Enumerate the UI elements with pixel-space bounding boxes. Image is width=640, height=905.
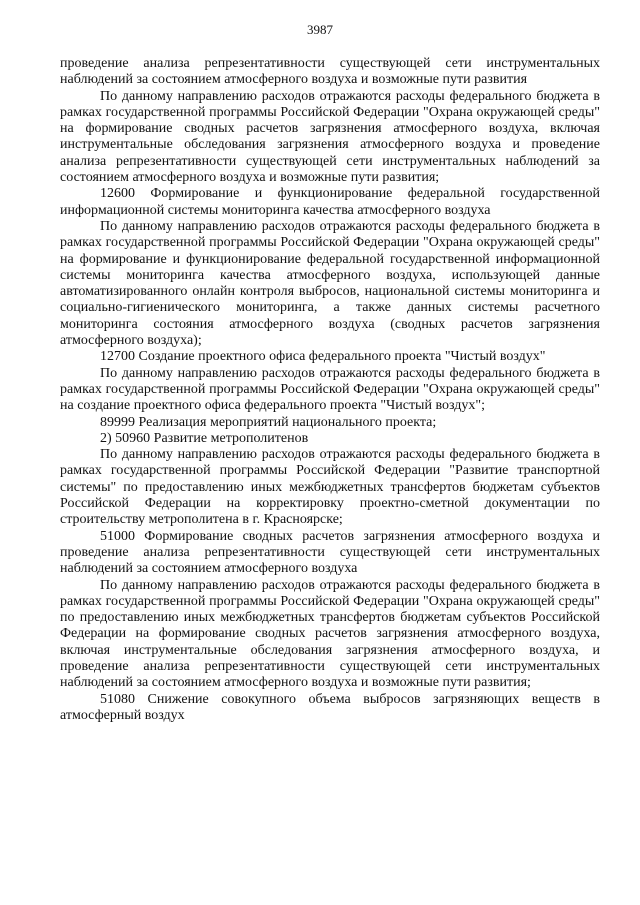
paragraph: 12700 Создание проектного офиса федерального проекта "Чистый воздух"	[100, 349, 546, 365]
paragraph: 51080 Снижение совокупного объема выбросов загрязняющих веществ в атмосферный воздух	[60, 691, 600, 723]
paragraph: 51000 Формирование сводных расчетов загрязнения атмосферного воздуха и проведение анализа репрезентативности существующей сети инструментальных наблюдений за состоянием атмосферного воздуха	[60, 528, 600, 577]
paragraph: проведение анализа репрезентативности существующей сети инструментальных наблюдений за состоянием атмосферного воздуха и возможные пути развития	[60, 56, 600, 88]
paragraph: По данному направлению расходов отражаются расходы федерального бюджета в рамках государственной программы Российской Федерации "Развитие транспортной системы" по предоставлению иных межбюджетных трансфертов бюджетам субъектов Российской Федерации на корректировку проектно-сметной документации по строительству метрополитена в г. Красноярске;	[60, 447, 600, 528]
paragraph: По данному направлению расходов отражаются расходы федерального бюджета в рамках государственной программы Российской Федерации "Охрана окружающей среды" на формирование сводных расчетов загрязнения атмосферного воздуха, включая инструментальные обследования загрязнения атмосферного воздуха и проведение анализа репрезентативности существующей сети инструментальных наблюдений за состоянием атмосферного воздуха и возможные пути развития;	[60, 88, 600, 186]
document-body	[60, 56, 600, 724]
paragraph: 2) 50960 Развитие метрополитенов	[100, 430, 309, 446]
paragraph: По данному направлению расходов отражаются расходы федерального бюджета в рамках государственной программы Российской Федерации "Охрана окружающей среды" на создание проектного офиса федерального проекта "Чистый воздух";	[60, 365, 600, 414]
paragraph: По данному направлению расходов отражаются расходы федерального бюджета в рамках государственной программы Российской Федерации "Охрана окружающей среды" по предоставлению иных межбюджетных трансфертов бюджетам субъектов Российской Федерации на формирование сводных расчетов загрязнения атмосферного воздуха, включая инструментальные обследования загрязнения атмосферного воздуха, и проведение анализа репрезентативности существующей сети инструментальных наблюдений за состоянием атмосферного воздуха и возможные пути развития;	[60, 577, 600, 691]
paragraph: 12600 Формирование и функционирование федеральной государственной информационной системы мониторинга качества атмосферного воздуха	[60, 186, 600, 218]
page-number: 3987	[307, 22, 333, 37]
paragraph: По данному направлению расходов отражаются расходы федерального бюджета в рамках государственной программы Российской Федерации "Охрана окружающей среды" на формирование и функционирование федеральной государственной информационной системы мониторинга качества атмосферного воздуха, использующей данные автоматизированного онлайн контроля выбросов, национальной системы мониторинга и социально-гигиенического мониторинга, а также данных системы расчетного мониторинга состояния атмосферного воздуха (сводных расчетов загрязнения атмосферного воздуха);	[60, 218, 600, 349]
paragraph: 89999 Реализация мероприятий национального проекта;	[100, 414, 437, 430]
